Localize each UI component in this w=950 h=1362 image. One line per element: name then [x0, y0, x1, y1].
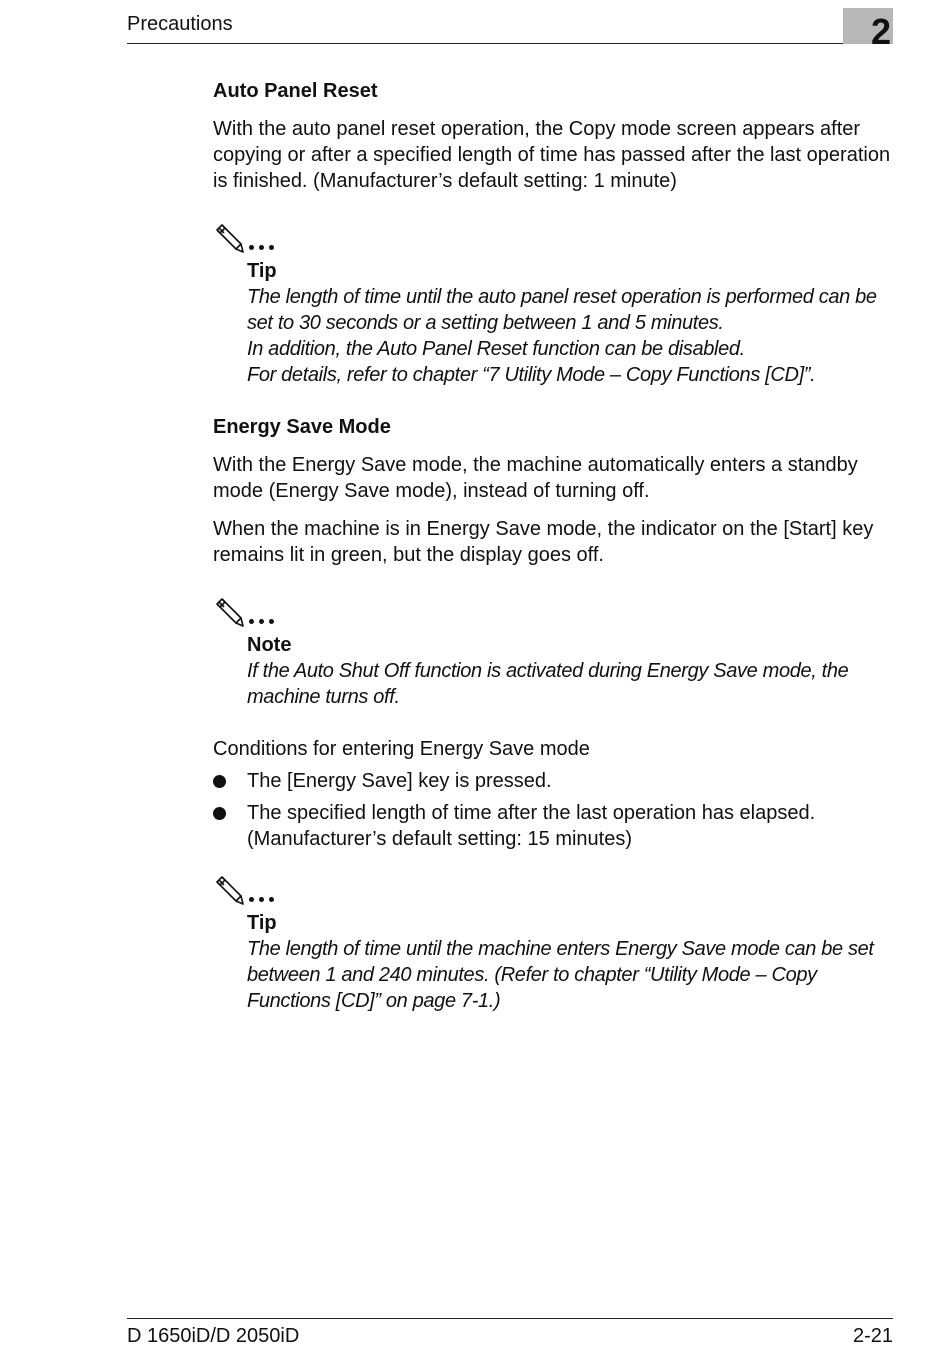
- tip-label: Tip: [247, 912, 277, 934]
- pencil-icon: [213, 596, 245, 628]
- bullet-icon: [213, 800, 247, 852]
- ellipsis-icon: [249, 619, 274, 624]
- tip-text-line: In addition, the Auto Panel Reset function can be disabled.: [247, 338, 745, 360]
- note-icon-row: [213, 220, 893, 254]
- tip-label: Tip: [247, 260, 277, 282]
- chapter-number: 2: [870, 11, 891, 52]
- section-heading-auto-panel-reset: Auto Panel Reset: [213, 80, 378, 102]
- pencil-icon: [213, 222, 245, 254]
- note-block-energy-save: [213, 594, 893, 710]
- auto-panel-reset-paragraph: With the auto panel reset operation, the Copy mode screen appears after copying or after a specified length of time has passed after the last operation is finished. (Manufacturer’s default setting: 1 minute): [213, 118, 891, 192]
- note-icon-row: [213, 872, 893, 906]
- conditions-list: [213, 768, 893, 852]
- tip-body: [247, 258, 893, 388]
- energy-save-paragraph-2: When the machine is in Energy Save mode, the indicator on the [Start] key remains lit in green, but the display goes off.: [213, 518, 874, 566]
- ellipsis-icon: [249, 245, 274, 250]
- bullet-icon: [213, 768, 247, 794]
- list-item: [213, 800, 893, 852]
- note-text: If the Auto Shut Off function is activated during Energy Save mode, the machine turns off.: [247, 660, 849, 708]
- footer-page-number: 2-21: [852, 1325, 893, 1347]
- list-item-text: The [Energy Save] key is pressed.: [247, 770, 552, 792]
- pencil-icon: [213, 874, 245, 906]
- tip-text: The length of time until the machine enters Energy Save mode can be set between 1 and 240 minutes. (Refer to chapter “Utility Mode – Copy Functions [CD]” on page 7-1.): [247, 938, 874, 1012]
- list-item-text: The specified length of time after the last operation has elapsed. (Manufacturer’s default setting: 15 minutes): [247, 802, 816, 850]
- running-header-title: Precautions: [127, 13, 233, 35]
- chapter-tab: [843, 8, 893, 52]
- tip-body: [247, 910, 893, 1014]
- header-rule: [127, 43, 893, 44]
- page-content: [213, 78, 893, 1040]
- note-icon-row: [213, 594, 893, 628]
- footer-rule: [127, 1318, 893, 1319]
- section-heading-energy-save: Energy Save Mode: [213, 416, 391, 438]
- note-label: Note: [247, 634, 292, 656]
- energy-save-paragraph-1: With the Energy Save mode, the machine automatically enters a standby mode (Energy Save mode), instead of turning off.: [213, 454, 858, 502]
- tip-text-line: For details, refer to chapter “7 Utility Mode – Copy Functions [CD]”.: [247, 364, 816, 386]
- ellipsis-icon: [249, 897, 274, 902]
- list-item: [213, 768, 893, 794]
- tip-block-energy-save: [213, 872, 893, 1014]
- tip-text-line: The length of time until the auto panel reset operation is performed can be set to 30 seconds or a setting between 1 and 5 minutes.: [247, 286, 877, 334]
- footer-model-name: D 1650iD/D 2050iD: [127, 1325, 300, 1347]
- conditions-intro: Conditions for entering Energy Save mode: [213, 738, 590, 760]
- note-body: [247, 632, 893, 710]
- tip-block-auto-panel-reset: [213, 220, 893, 388]
